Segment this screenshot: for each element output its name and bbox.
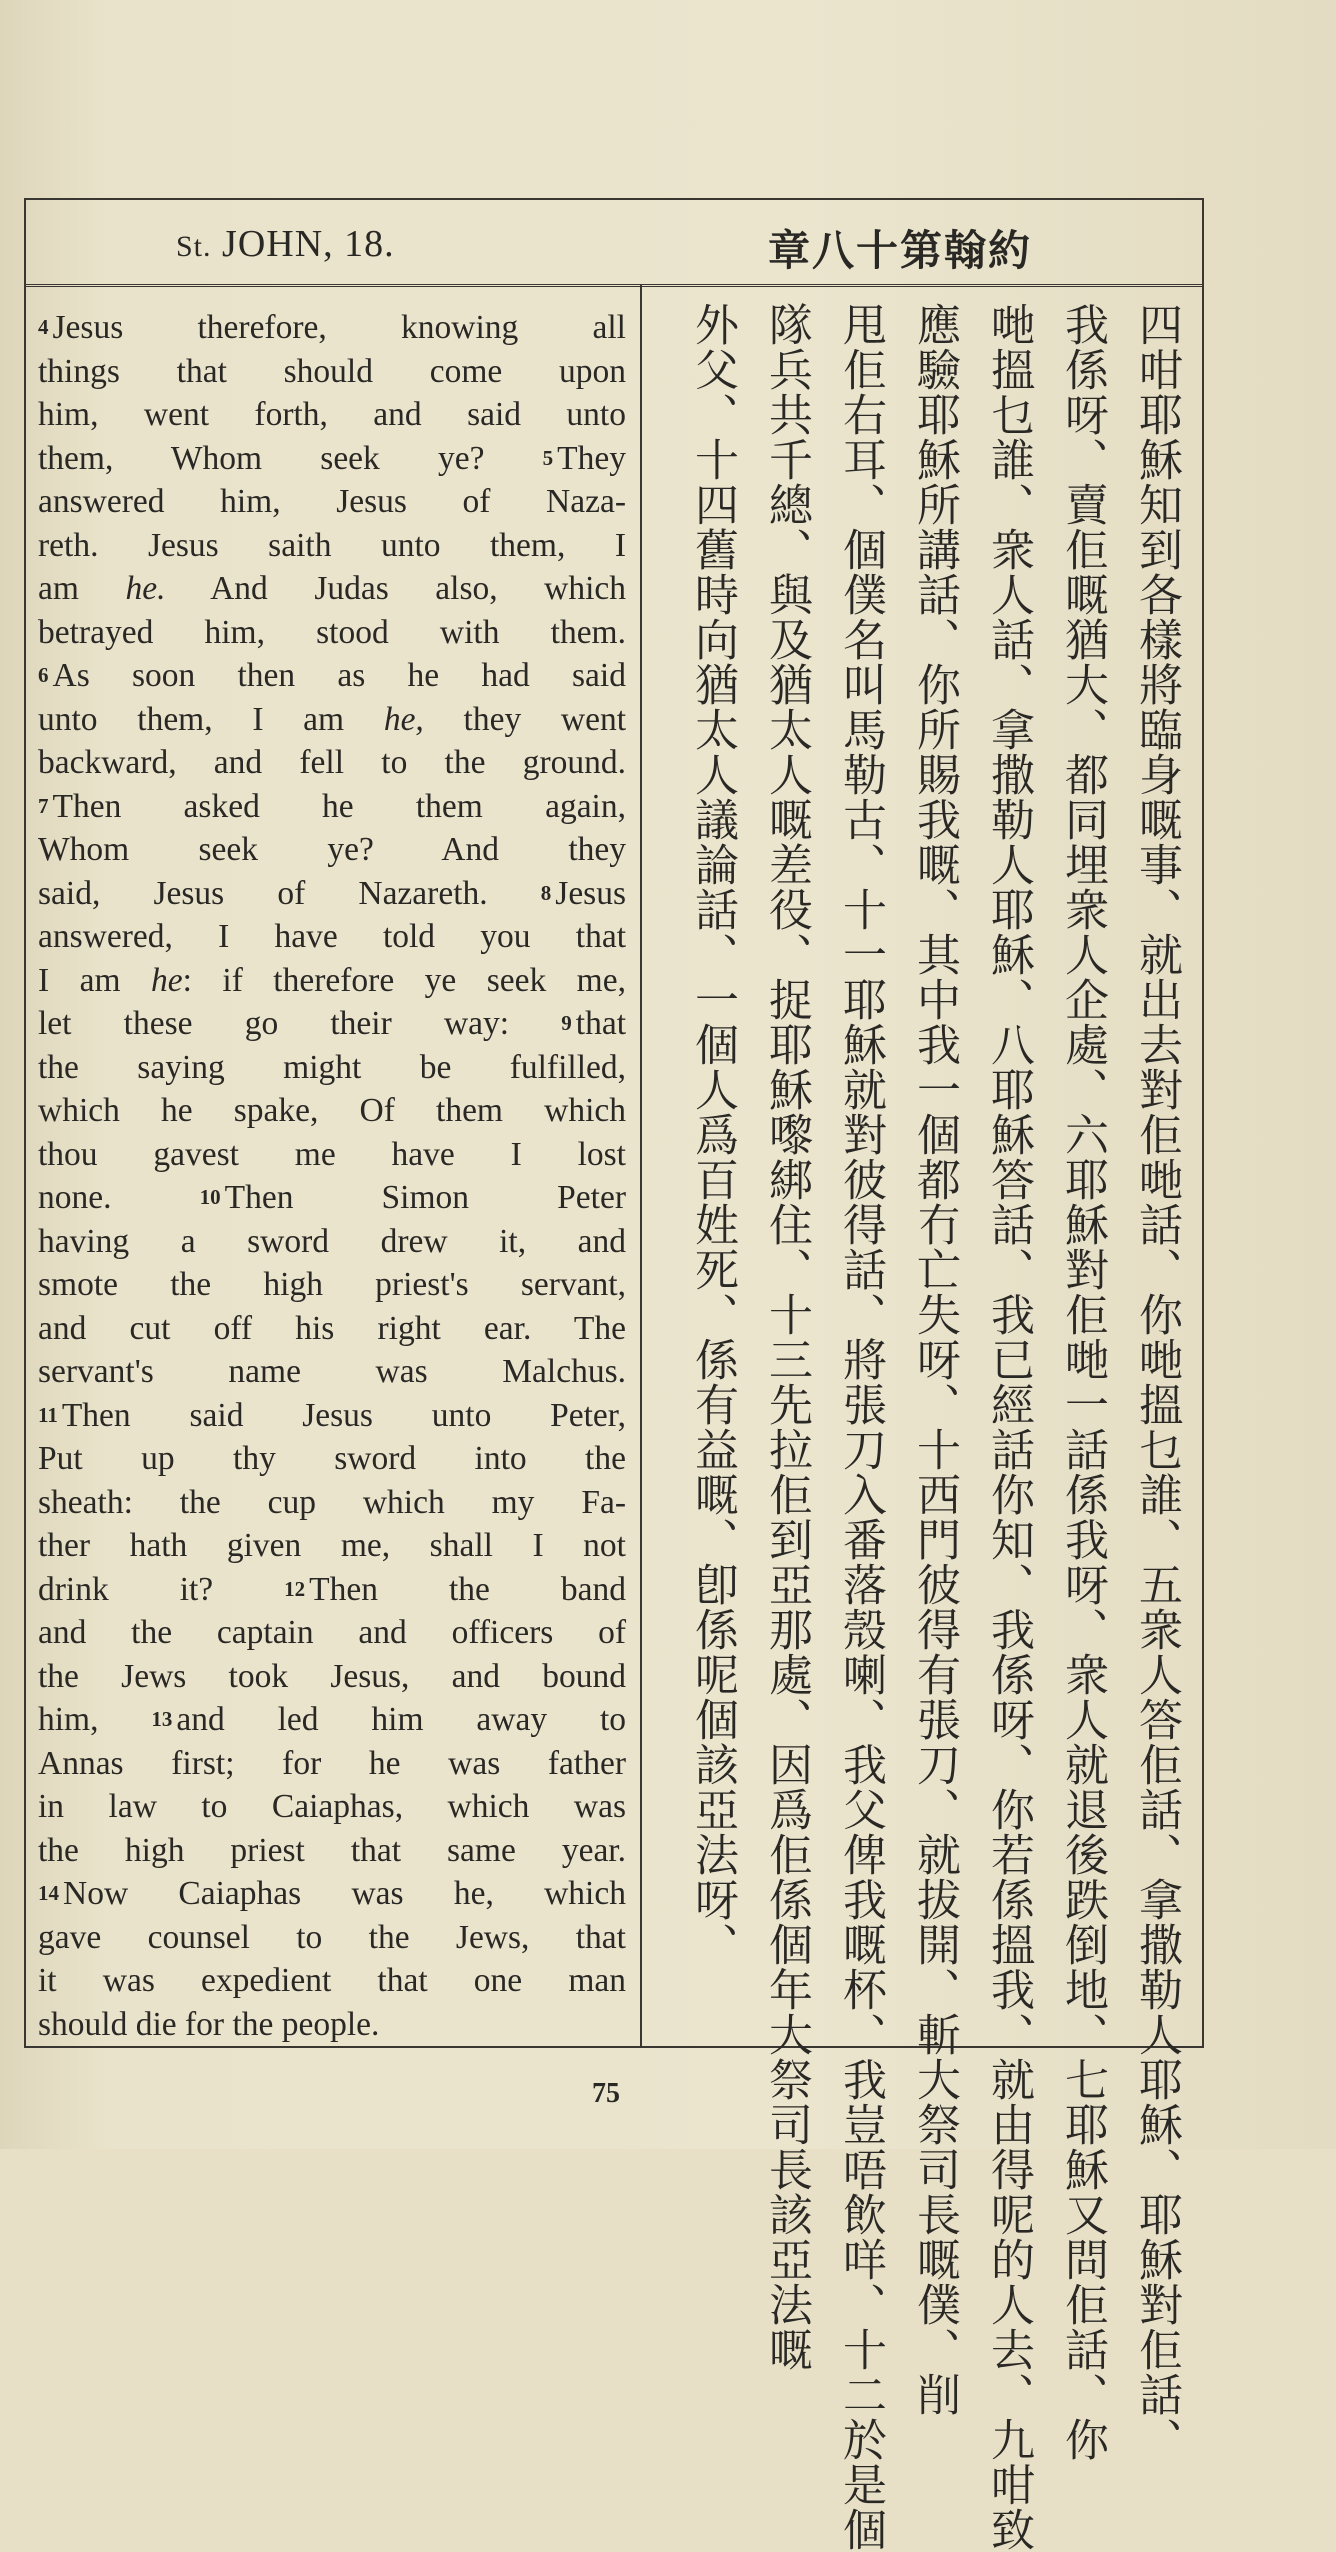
line-text: the high priest that same year. [38,1831,626,1869]
line-text: having a sword drew it, and [38,1222,626,1260]
line-text: Whom seek ye? And they [38,831,626,868]
verse-number: 6 [38,663,49,687]
line-text: answered, I have told you that [38,918,626,955]
english-line [38,1176,626,1220]
line-text: As soon then as he had said [52,657,626,694]
verse-number: 7 [38,793,49,818]
line-text: and cut off his right ear. The [38,1309,626,1347]
line-text: that [575,1005,626,1042]
english-line [38,306,626,350]
line-text: : if therefore ye seek me, [182,961,626,999]
chinese-column: 我係呀、賣佢嘅猶大、都同埋衆人企處、六耶穌對佢哋一話係我呀、衆人就退後跌倒地、七耶穌又問佢話、你 [1057,302,1108,2462]
chinese-column: 甩佢右耳、個僕名叫馬勒古、十一耶穌就對彼得話、將張刀入番落殼喇、我父俾我嘅杯、我豈唔飲咩、十二於是個 [835,302,886,2552]
line-text: none. [38,1179,112,1216]
english-line [38,1611,626,1655]
chinese-column: 隊兵共千總、與及猶太人嘅差役、捉耶穌嚟綁住、十三先拉佢到亞那處、因爲佢係個年大祭司長該亞法嘅 [761,302,812,2372]
line-text: unto them, I am [38,700,345,738]
english-line [38,1742,626,1786]
english-line [38,1959,626,2003]
line-text: him, [38,1701,99,1738]
line-text: Jesus therefore, knowing all [52,309,626,346]
verse-number: 14 [38,1881,59,1905]
italic-text: he [151,961,183,999]
line-text: let these go their way: [38,1005,510,1042]
english-line [38,1655,626,1699]
line-text: things that should come upon [38,352,626,390]
english-line [38,1437,626,1481]
line-text: They [557,439,627,477]
line-text: Annas first; for he was father [38,1744,626,1782]
line-text: servant's name was Malchus. [38,1353,626,1390]
verse-number: 4 [38,315,49,339]
chinese-column: 外父、十四舊時向猶太人議論話、一個人爲百姓死、係有益嘅、卽係呢個該亞法呀、 [687,302,738,1967]
page-number: 75 [592,2078,620,2109]
line-text: betrayed him, stood with them. [38,613,626,651]
line-text: thou gavest me have I lost [38,1135,626,1173]
english-line [38,1307,626,1351]
english-line [38,1829,626,1873]
verse-number: 12 [284,1576,306,1601]
english-line [38,437,626,481]
chinese-running-title: 章八十第翰約 [768,226,1033,275]
english-line [38,1698,626,1742]
english-line [38,1524,626,1568]
line-text: Now Caiaphas was he, which [63,1875,626,1912]
english-line [38,1568,626,1612]
line-text: should die for the people. [38,2005,380,2043]
english-line [38,2003,626,2047]
english-line [38,1089,626,1133]
english-line [38,1350,626,1394]
line-text: the saying might be fulfilled, [38,1048,626,1086]
line-text: Then said Jesus unto Peter, [61,1396,626,1434]
italic-text: he, [383,700,424,738]
italic-text: he. [125,570,166,607]
english-line [38,741,626,785]
line-text: which he spake, Of them which [38,1092,626,1129]
english-line [38,393,626,437]
line-text: sheath: the cup which my Fa- [38,1483,626,1521]
english-line [38,654,626,698]
chinese-column: 應驗耶穌所講話、你所賜我嘅、其中我一個都冇亡失呀、十西門彼得有張刀、就拔開、斬大祭司長嘅僕、削 [909,302,960,2417]
english-running-title: St. JOHN, 18. [176,223,395,265]
verse-number: 9 [561,1011,572,1035]
english-line [38,785,626,829]
line-text: them, Whom seek ye? [38,439,485,477]
line-text: Put up thy sword into the [38,1440,626,1477]
english-line [38,828,626,872]
english-line [38,698,626,742]
verse-number: 11 [38,1402,58,1427]
verse-number: 10 [199,1185,221,1209]
chinese-column: 四咁耶穌知到各樣將臨身嘅事、就出去對佢哋話、你哋搵乜誰、五衆人答佢話、拿撒勒人耶穌、耶穌對佢話、 [1131,302,1182,2462]
line-text: am [38,570,79,607]
line-text: they went [423,700,627,738]
verse-number: 8 [540,880,552,905]
line-text: and the captain and officers of [38,1614,626,1651]
english-line [38,1916,626,1960]
line-text: said, Jesus of Nazareth. [38,874,488,912]
line-text: him, went forth, and said unto [38,396,626,433]
line-text: drink it? [38,1570,214,1608]
line-text: and led him away to [176,1701,626,1738]
line-text: And Judas also, which [165,570,626,607]
line-text: Jesus [555,874,627,912]
english-line [38,1133,626,1177]
english-line [38,350,626,394]
column-divider [640,284,642,2046]
line-text: Then asked he them again, [52,787,626,825]
english-line [38,480,626,524]
english-line [38,611,626,655]
english-line [38,1481,626,1525]
english-line [38,524,626,568]
english-line [38,567,626,611]
chinese-text-column [666,302,1190,2552]
english-line [38,1394,626,1438]
line-text: Then the band [309,1570,627,1608]
english-line [38,959,626,1003]
english-line [38,915,626,959]
english-line [38,872,626,916]
chinese-column: 哋搵乜誰、衆人話、拿撒勒人耶穌、八耶穌答話、我已經話你知、我係呀、你若係搵我、就由得呢的人去、九咁致 [983,302,1034,2552]
line-text: I am [38,961,121,999]
line-text: smote the high priest's servant, [38,1266,626,1303]
english-text-column [38,306,626,2046]
line-text: gave counsel to the Jews, that [38,1918,626,1956]
verse-number: 13 [151,1707,173,1731]
line-text: the Jews took Jesus, and bound [38,1657,626,1695]
line-text: in law to Caiaphas, which was [38,1788,626,1825]
line-text: ther hath given me, shall I not [38,1527,626,1564]
english-line [38,1872,626,1916]
line-text: answered him, Jesus of Naza- [38,483,626,520]
english-line [38,1263,626,1307]
english-line [38,1002,626,1046]
line-text: it was expedient that one man [38,1962,626,1999]
line-text: reth. Jesus saith unto them, I [38,526,626,564]
english-line [38,1785,626,1829]
english-line [38,1046,626,1090]
line-text: backward, and fell to the ground. [38,744,626,781]
line-text: Then Simon Peter [224,1179,626,1216]
verse-number: 5 [542,445,554,470]
english-line [38,1220,626,1264]
running-header [26,200,1202,287]
